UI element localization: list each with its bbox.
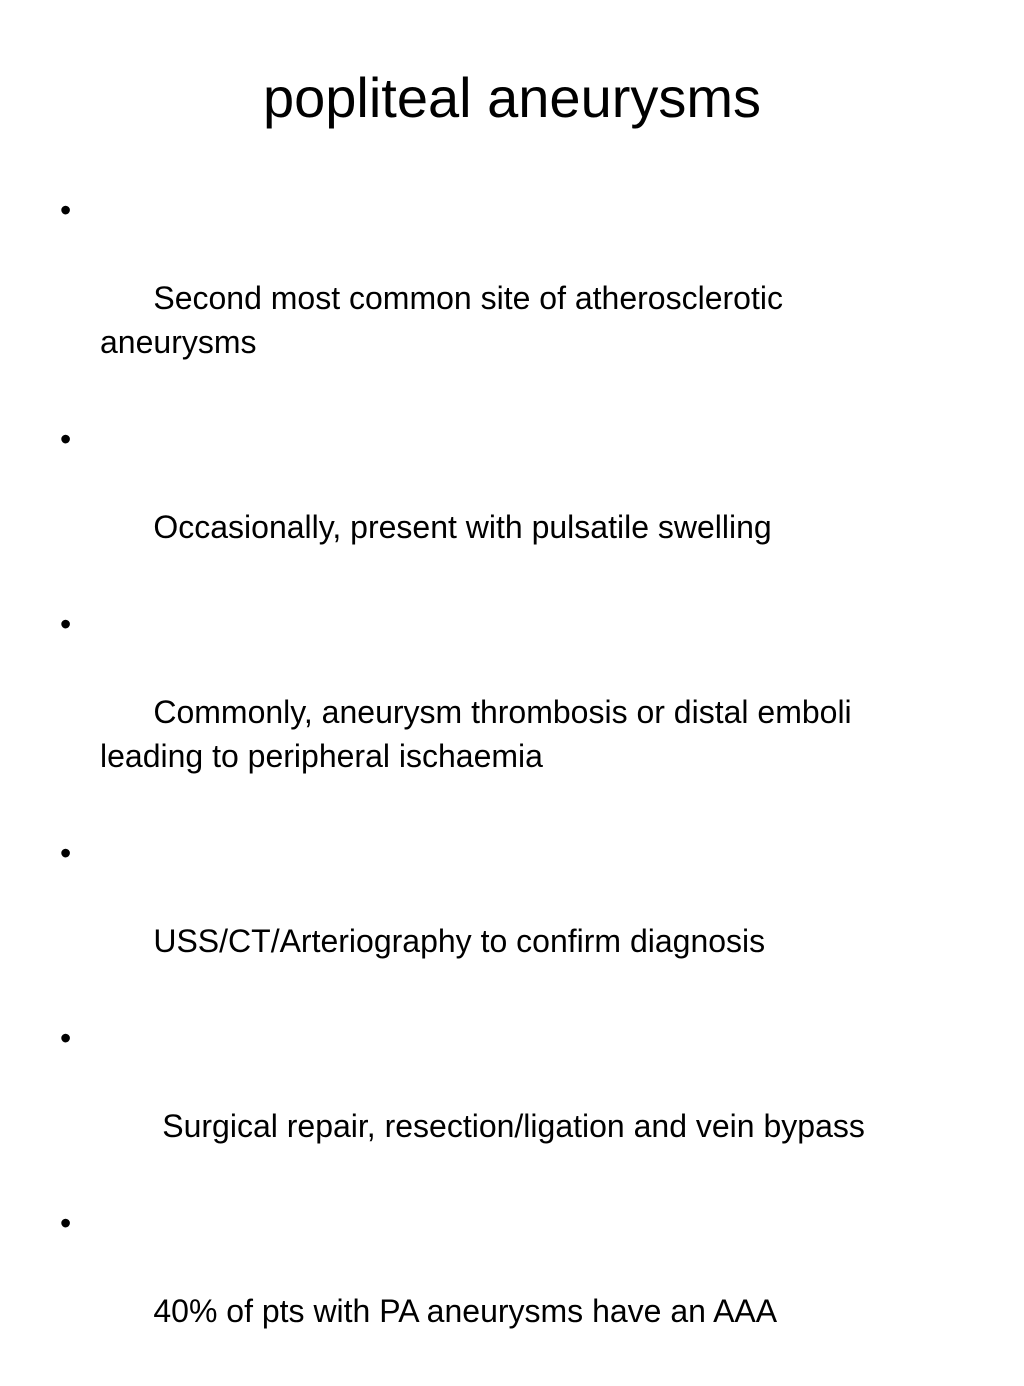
bullet-icon: • (60, 1205, 72, 1241)
bullet-icon: • (60, 192, 72, 228)
bullet-text: USS/CT/Arteriography to confirm diagnosis (153, 923, 766, 959)
bullet-icon: • (60, 421, 72, 457)
bullet-icon: • (60, 835, 72, 871)
bullet-icon: • (60, 1020, 72, 1056)
bullet-item-3 (60, 602, 940, 822)
bullet-text: Second most common site of atherosclerotic aneurysms (100, 280, 792, 360)
bullet-text: 40% of pts with PA aneurysms have an AAA (153, 1293, 778, 1329)
bullet-list (60, 188, 940, 1386)
bullet-item-5 (60, 1016, 940, 1192)
bullet-item-4 (60, 831, 940, 1007)
bullet-text: Surgical repair, resection/ligation and vein bypass (153, 1108, 865, 1144)
bullet-text: Commonly, aneurysm thrombosis or distal emboli leading to peripheral ischaemia (100, 694, 861, 774)
bullet-item-6 (60, 1201, 940, 1377)
bullet-icon: • (60, 606, 72, 642)
slide-title: popliteal aneurysms (262, 66, 762, 129)
bullet-item-1 (60, 188, 940, 408)
bullet-text: Occasionally, present with pulsatile swelling (153, 509, 772, 545)
bullet-item-2 (60, 417, 940, 593)
